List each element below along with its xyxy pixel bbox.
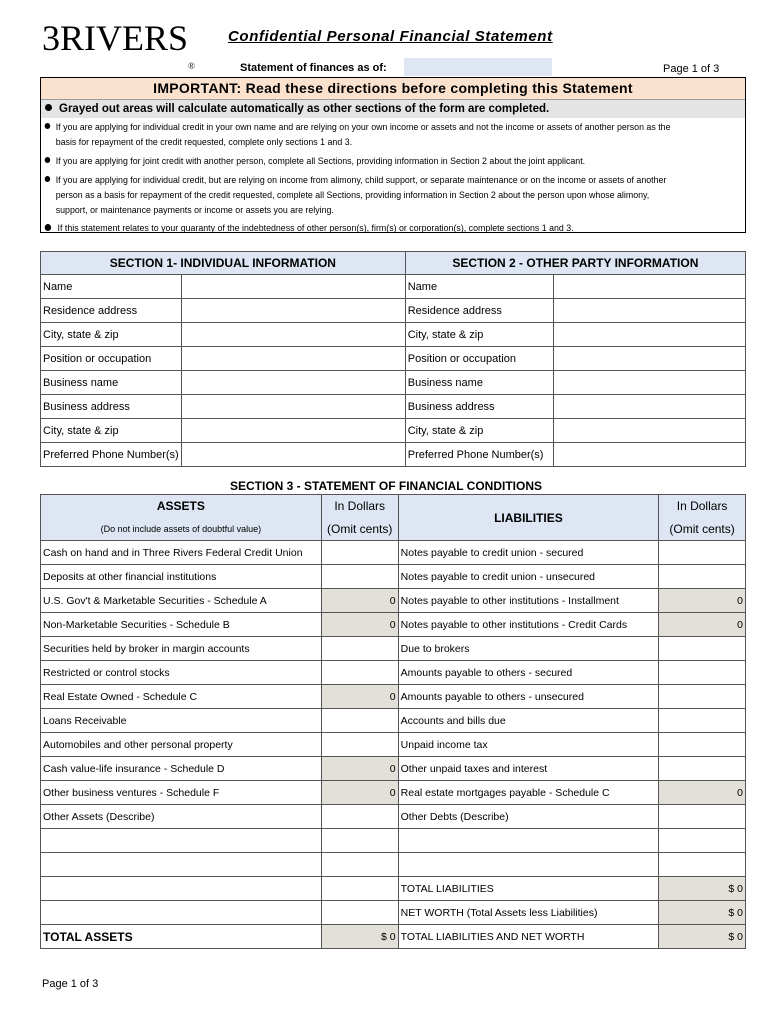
financial-row — [41, 613, 746, 637]
asset-label: Loans Receivable — [41, 709, 322, 733]
liability-label: Other Debts (Describe) — [398, 805, 659, 829]
sections-1-2-table — [40, 251, 746, 467]
section2-field-label: Business address — [405, 395, 553, 419]
direction-text: basis for repayment of the credit requested, complete only sections 1 and 3. — [55, 137, 353, 148]
bullet-icon — [45, 123, 51, 129]
asset-label: Other Assets (Describe) — [41, 805, 322, 829]
financial-row — [41, 805, 746, 829]
section1-field-input[interactable] — [181, 275, 405, 299]
asset-amount[interactable] — [321, 541, 398, 565]
asset-label: U.S. Gov't & Marketable Securities - Schedule A — [41, 589, 322, 613]
direction-item-alimony-cont — [41, 188, 755, 203]
liability-amount: $ 0 — [659, 877, 746, 901]
section1-field-label: Business address — [41, 395, 182, 419]
liability-label: Notes payable to other institutions - Installment — [398, 589, 659, 613]
assets-in-dollars-header: In Dollars — [321, 495, 398, 518]
asset-label: Restricted or control stocks — [41, 661, 322, 685]
section2-field-label: Business name — [405, 371, 553, 395]
liability-amount[interactable] — [659, 661, 746, 685]
document-title: Confidential Personal Financial Statement — [228, 28, 553, 45]
financial-row — [41, 685, 746, 709]
liability-amount: 0 — [659, 781, 746, 805]
assets-subheader: (Do not include assets of doubtful value) — [41, 518, 322, 541]
liabilities-in-dollars-header: In Dollars — [659, 495, 746, 518]
asset-label: TOTAL ASSETS — [41, 925, 322, 949]
financial-row — [41, 877, 746, 901]
financial-row — [41, 829, 746, 853]
financial-row — [41, 565, 746, 589]
asset-amount: 0 — [321, 613, 398, 637]
section1-heading: SECTION 1- INDIVIDUAL INFORMATION — [41, 252, 406, 275]
liability-amount[interactable] — [659, 853, 746, 877]
liability-label: Notes payable to credit union - secured — [398, 541, 659, 565]
asset-amount[interactable] — [321, 637, 398, 661]
liability-amount[interactable] — [659, 685, 746, 709]
section2-field-input[interactable] — [553, 299, 745, 323]
liability-label: Notes payable to other institutions - Credit Cards — [398, 613, 659, 637]
section2-field-label: Residence address — [405, 299, 553, 323]
financial-row — [41, 757, 746, 781]
asset-label[interactable] — [41, 853, 322, 877]
logo-text: 3RIVERS — [42, 18, 189, 58]
section1-field-input[interactable] — [181, 443, 405, 467]
financial-row — [41, 853, 746, 877]
liability-amount[interactable] — [659, 829, 746, 853]
bullet-icon — [45, 176, 51, 182]
section1-field-label: Preferred Phone Number(s) — [41, 443, 182, 467]
asset-label[interactable] — [41, 829, 322, 853]
liability-label: Unpaid income tax — [398, 733, 659, 757]
liability-label: NET WORTH (Total Assets less Liabilities) — [398, 901, 659, 925]
section1-field-label: Business name — [41, 371, 182, 395]
direction-text: If you are applying for individual credit, but are relying on income from alimony, child support, or separate maintenance or on the income or assets of another — [55, 175, 667, 186]
asset-label: Other business ventures - Schedule F — [41, 781, 322, 805]
section2-field-label: City, state & zip — [405, 323, 553, 347]
financial-row — [41, 733, 746, 757]
info-row — [41, 299, 746, 323]
asset-amount[interactable] — [321, 901, 398, 925]
section1-field-input[interactable] — [181, 323, 405, 347]
financial-row — [41, 781, 746, 805]
page-number-header: Page 1 of 3 — [663, 63, 720, 75]
page-footer: Page 1 of 3 — [42, 978, 99, 990]
asset-label: Cash on hand and in Three Rivers Federal Credit Union — [41, 541, 322, 565]
registered-mark: ® — [188, 61, 195, 71]
liability-amount: 0 — [659, 589, 746, 613]
section3-table — [40, 494, 746, 949]
section2-field-input[interactable] — [553, 419, 745, 443]
important-heading: IMPORTANT: Read these directions before completing this Statement — [41, 78, 745, 100]
asset-amount: 0 — [321, 685, 398, 709]
liability-label[interactable] — [398, 853, 659, 877]
section1-field-label: City, state & zip — [41, 419, 182, 443]
direction-item-guaranty — [41, 221, 744, 236]
liability-amount: 0 — [659, 613, 746, 637]
info-row — [41, 443, 746, 467]
section2-field-label: City, state & zip — [405, 419, 553, 443]
section1-field-label: Name — [41, 275, 182, 299]
info-row — [41, 419, 746, 443]
liability-label: Amounts payable to others - secured — [398, 661, 659, 685]
financial-row — [41, 901, 746, 925]
asset-label: Non-Marketable Securities - Schedule B — [41, 613, 322, 637]
info-row — [41, 371, 746, 395]
section2-field-input[interactable] — [553, 443, 745, 467]
liabilities-header: LIABILITIES — [398, 495, 659, 541]
direction-text: If you are applying for joint credit with another person, complete all Sections, providing information in Section 2 about the joint applicant. — [55, 156, 586, 167]
asset-label: Real Estate Owned - Schedule C — [41, 685, 322, 709]
direction-item-alimony-cont — [41, 203, 755, 218]
liability-amount[interactable] — [659, 757, 746, 781]
liability-label: TOTAL LIABILITIES — [398, 877, 659, 901]
liability-label: Due to brokers — [398, 637, 659, 661]
bullet-icon — [45, 157, 51, 163]
asset-amount[interactable] — [321, 805, 398, 829]
info-row — [41, 323, 746, 347]
section1-field-label: Residence address — [41, 299, 182, 323]
asset-amount[interactable] — [321, 565, 398, 589]
assets-header: ASSETS — [41, 495, 322, 518]
direction-item-individual-cont — [41, 135, 755, 150]
liabilities-omit-cents: (Omit cents) — [659, 518, 746, 541]
liability-amount[interactable] — [659, 565, 746, 589]
section2-field-label: Position or occupation — [405, 347, 553, 371]
section2-field-input[interactable] — [553, 275, 745, 299]
section1-field-label: Position or occupation — [41, 347, 182, 371]
asset-amount: 0 — [321, 589, 398, 613]
direction-text: If this statement relates to your guaranty of the indebtedness of other person(s), firm(s) or corporation(s), complete sections 1 and 3. — [57, 223, 574, 234]
section2-field-input[interactable] — [553, 371, 745, 395]
info-row — [41, 395, 746, 419]
direction-text: If you are applying for individual credit in your own name and are relying on your own income or assets and not the income or assets of another person as the — [55, 122, 671, 133]
liability-amount: $ 0 — [659, 925, 746, 949]
logo-wordmark — [42, 18, 195, 71]
financial-row — [41, 709, 746, 733]
liability-label: TOTAL LIABILITIES AND NET WORTH — [398, 925, 659, 949]
section2-field-input[interactable] — [553, 323, 745, 347]
gray-areas-note — [41, 100, 745, 118]
liability-label: Other unpaid taxes and interest — [398, 757, 659, 781]
liability-label[interactable] — [398, 829, 659, 853]
asset-label: Securities held by broker in margin accounts — [41, 637, 322, 661]
section3-heading: SECTION 3 - STATEMENT OF FINANCIAL CONDITIONS — [230, 479, 542, 493]
asset-amount: 0 — [321, 757, 398, 781]
asset-amount[interactable] — [321, 853, 398, 877]
liability-amount[interactable] — [659, 541, 746, 565]
gray-areas-note-text: Grayed out areas will calculate automatically as other sections of the form are completed. — [59, 103, 550, 115]
info-row — [41, 275, 746, 299]
section2-field-input[interactable] — [553, 347, 745, 371]
financial-row — [41, 541, 746, 565]
asset-label[interactable] — [41, 901, 322, 925]
statement-as-of-date-field[interactable] — [404, 58, 552, 76]
asset-amount[interactable] — [321, 661, 398, 685]
direction-text: support, or maintenance payments or income or assets you are relying. — [55, 205, 334, 216]
liability-amount: $ 0 — [659, 901, 746, 925]
asset-amount[interactable] — [321, 877, 398, 901]
financial-row — [41, 661, 746, 685]
asset-amount[interactable] — [321, 733, 398, 757]
liability-label: Real estate mortgages payable - Schedule C — [398, 781, 659, 805]
asset-label: Cash value-life insurance - Schedule D — [41, 757, 322, 781]
info-row — [41, 347, 746, 371]
bullet-icon — [45, 224, 51, 231]
three-rivers-logo — [42, 18, 195, 71]
assets-omit-cents: (Omit cents) — [321, 518, 398, 541]
direction-item-joint — [41, 154, 744, 169]
section1-field-input[interactable] — [181, 395, 405, 419]
statement-as-of-label: Statement of finances as of: — [240, 62, 387, 74]
liability-amount[interactable] — [659, 805, 746, 829]
section2-heading: SECTION 2 - OTHER PARTY INFORMATION — [405, 252, 745, 275]
asset-amount: $ 0 — [321, 925, 398, 949]
asset-label: Deposits at other financial institutions — [41, 565, 322, 589]
direction-item-alimony — [41, 173, 744, 188]
liability-label: Notes payable to credit union - unsecured — [398, 565, 659, 589]
section1-field-input[interactable] — [181, 371, 405, 395]
section1-field-input[interactable] — [181, 419, 405, 443]
liability-label: Amounts payable to others - unsecured — [398, 685, 659, 709]
direction-item-individual — [41, 120, 744, 135]
section2-field-label: Name — [405, 275, 553, 299]
financial-row — [41, 637, 746, 661]
asset-amount: 0 — [321, 781, 398, 805]
liability-label: Accounts and bills due — [398, 709, 659, 733]
bullet-icon — [45, 104, 52, 111]
section2-field-label: Preferred Phone Number(s) — [405, 443, 553, 467]
section1-field-input[interactable] — [181, 347, 405, 371]
asset-label[interactable] — [41, 877, 322, 901]
important-directions-box — [40, 77, 746, 233]
liability-amount[interactable] — [659, 733, 746, 757]
financial-row — [41, 589, 746, 613]
asset-amount[interactable] — [321, 829, 398, 853]
direction-text: person as a basis for repayment of the credit requested, complete all Sections, providing information in Section 2 about the person upon whose alimony, — [55, 190, 650, 201]
section1-field-label: City, state & zip — [41, 323, 182, 347]
section2-field-input[interactable] — [553, 395, 745, 419]
liability-amount[interactable] — [659, 637, 746, 661]
asset-amount[interactable] — [321, 709, 398, 733]
section1-field-input[interactable] — [181, 299, 405, 323]
liability-amount[interactable] — [659, 709, 746, 733]
asset-label: Automobiles and other personal property — [41, 733, 322, 757]
financial-row — [41, 925, 746, 949]
